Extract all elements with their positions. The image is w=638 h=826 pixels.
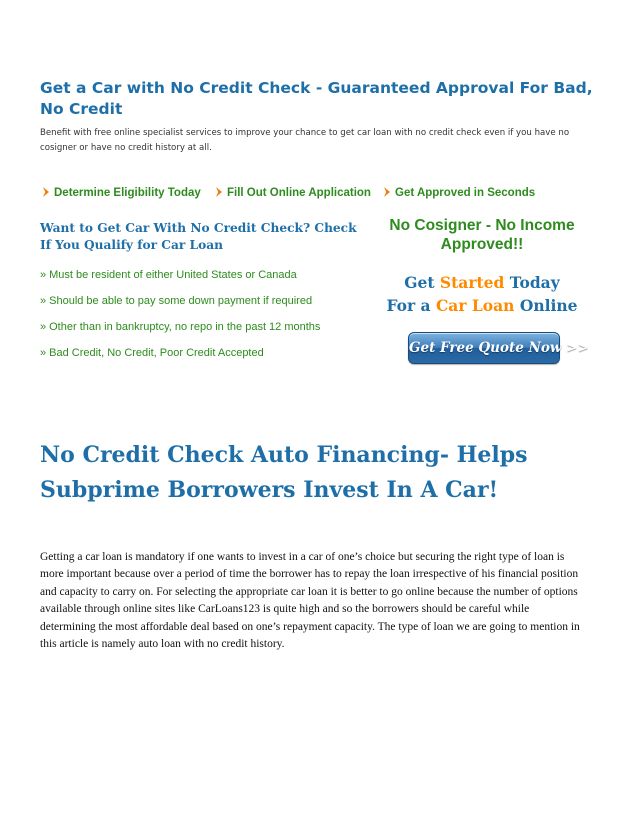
bullet-icon: »	[40, 321, 47, 333]
requirement-text: Must be resident of either United States or Canada	[49, 269, 297, 281]
bullet-icon: »	[40, 347, 47, 359]
step-label: Fill Out Online Application	[227, 187, 371, 199]
list-item	[40, 320, 370, 346]
cta-text: Today	[504, 273, 560, 292]
requirement-text: Bad Credit, No Credit, Poor Credit Accepted	[49, 347, 264, 359]
requirement-text: Other than in bankruptcy, no repo in the past 12 months	[49, 321, 321, 333]
chevron-right-icon	[42, 186, 51, 198]
article-title: No Credit Check Auto Financing- Helps Subprime Borrowers Invest In A Car!	[40, 442, 528, 503]
article-body: Getting a car loan is mandatory if one wants to invest in a car of one’s choice but securing the right type of loan is more important because over a period of time the borrower has to repay the loan irrespective of his financial position and capacity to carry on. For selecting the appropriate car loan it is better to go online because the number of options available through online sites like CarLoans123 is quite high and so the borrowers should be careful while determining the most affordable deal based on one’s repayment capacity. The type of loan we are going to mention in this article is namely auto loan with no credit history.	[40, 551, 580, 651]
get-free-quote-button[interactable]: Get Free Quote Now >>	[408, 332, 560, 364]
bullet-icon: »	[40, 295, 47, 307]
step-label: Determine Eligibility Today	[54, 187, 201, 199]
cta-text: Get	[404, 273, 440, 292]
chevron-right-icon	[215, 186, 224, 198]
cta-text: Online	[514, 296, 578, 315]
bullet-icon: »	[40, 269, 47, 281]
chevron-right-icon	[383, 186, 392, 198]
list-item	[40, 346, 370, 372]
steps-bar	[40, 186, 620, 200]
requirements-list	[40, 268, 370, 372]
cta-subheadline	[376, 271, 588, 317]
step-get-approved[interactable]	[383, 186, 535, 199]
cta-line-2	[376, 294, 588, 317]
list-item	[40, 268, 370, 294]
cta-line-1	[376, 271, 588, 294]
page-title: Get a Car with No Credit Check - Guaranteed Approval For Bad, No Credit	[40, 79, 593, 118]
step-determine-eligibility[interactable]	[42, 186, 201, 199]
page-subtitle: Benefit with free online specialist services to improve your chance to get car loan with no credit check even if you have no cosigner or have no credit history at all.	[40, 128, 570, 153]
cta-highlight: Started	[439, 273, 505, 292]
list-item	[40, 294, 370, 320]
qualify-heading: Want to Get Car With No Credit Check? Check If You Qualify for Car Loan	[40, 221, 357, 252]
requirement-text: Should be able to pay some down payment if required	[49, 295, 313, 307]
cta-highlight: Car Loan	[435, 296, 515, 315]
cta-text: For a	[386, 296, 436, 315]
step-label: Get Approved in Seconds	[395, 187, 536, 199]
cta-headline: No Cosigner - No Income Approved!!	[389, 217, 575, 253]
step-fill-out-application[interactable]	[215, 186, 371, 199]
